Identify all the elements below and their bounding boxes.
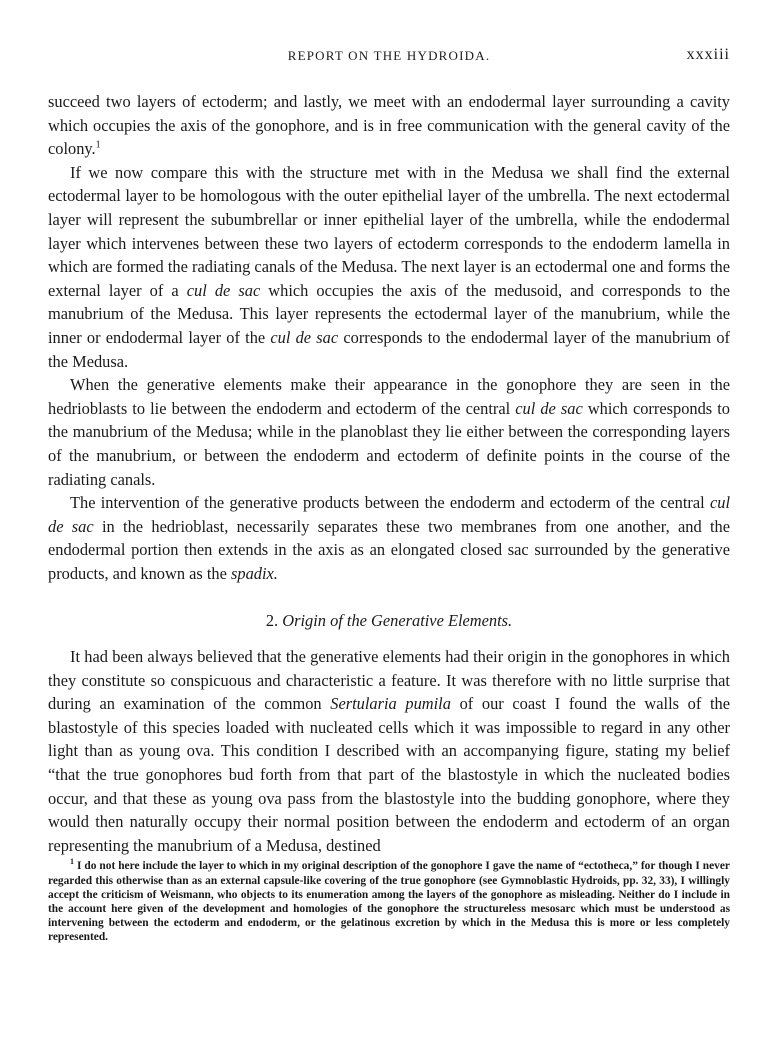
text-run: which occupies the axis of the medusoid, and corresponds to the manubrium of the Medusa. This layer represents the ectodermal layer of the manubrium, while the inner or endodermal layer of the (48, 280, 730, 347)
text-run: of our coast I found the walls of the blastostyle of this species loaded with nucleated cells which it was impossible to regard in any other light than as young ova. This condition I described with an accompanying figure, stating my belief “that the true gonophores bud forth from that part of the blastostyle in which the nucleated bodies occur, and that these as young ova pass from the blastostyle into the budding gonophore, where they would then naturally occupy their normal position between the endoderm and ectoderm of an organ representing the manubrium of a Medusa, destined (48, 694, 730, 855)
italic-text: Sertularia pumila (330, 694, 451, 714)
italic-text: spadix. (231, 563, 278, 583)
italic-text: cul de sac (48, 493, 730, 536)
document-page (48, 46, 730, 945)
footnote-number: 1 (70, 857, 74, 867)
text-run: When the generative elements make their appearance in the gonophore they are seen in the hedrioblasts to lie between the endoderm and ectoderm of the central (48, 375, 730, 418)
text-run: in the hedrioblast, necessarily separates these two membranes from one another, and the endodermal portion then extends in the axis as an elongated closed sac surrounded by the generative products, and known as the (48, 516, 730, 583)
paragraph (48, 90, 730, 161)
text-run: It had been always believed that the generative elements had their origin in the gonophores in which they constitute so conspicuous and characteristic a feature. It was therefore with no little surprise that during an examination of the common (48, 647, 730, 714)
running-title: REPORT ON THE HYDROIDA. (287, 48, 491, 63)
running-header (48, 46, 730, 68)
italic-text: cul de sac (515, 398, 583, 418)
footnote-text: I do not here include the layer to which in my original description of the gonophore I gave the name of “ectotheca,” for though I never regarded this otherwise than as an external capsule-like covering of the true gonophore (see Gymnoblastic Hydroids, pp. 32, 33), I willingly accept the criticism of Weismann, who objects to its enumeration among the layers of the gonophore as misleading. Neither do I include in the account here given of the development and homologies of the gonophore the structureless mesosarc which must be understood as intervening between the ectoderm and endoderm, or the gelatinous excretion by which in the Medusa this is more or less completely represented. (48, 860, 730, 944)
section-title: Origin of the Generative Elements. (282, 611, 513, 631)
paragraph (48, 491, 730, 585)
italic-text: cul de sac (270, 327, 339, 347)
paragraph (48, 161, 730, 373)
page-number: xxxiii (686, 46, 730, 63)
section-heading (48, 609, 730, 633)
footnote (48, 859, 730, 944)
section-number: 2. (265, 611, 279, 631)
paragraph (48, 373, 730, 491)
text-run: corresponds to the endodermal layer of the manubrium of the Medusa. (48, 327, 730, 371)
italic-text: cul de sac (186, 280, 261, 300)
text-run: succeed two layers of ectoderm; and lastly, we meet with an endodermal layer surrounding a cavity which occupies the axis of the gonophore, and is in free communication with the general cavity of the colony. (48, 92, 730, 159)
text-run: If we now compare this with the structure met with in the Medusa we shall find the external ectodermal layer to be homologous with the outer epithelial layer of the umbrella. The next ectodermal layer will represent the subumbrellar or inner epithelial layer of the umbrella, while the endodermal layer which intervenes between these two layers of ectoderm corresponds to the endoderm lamella in which are formed the radiating canals of the Medusa. The next layer is an ectodermal one and forms the external layer of a (48, 162, 730, 300)
text-run: which corresponds to the manubrium of the Medusa; while in the planoblast they lie either between the corresponding layers of the manubrium, or between the endoderm and ectoderm of definite points in the course of the radiating canals. (48, 398, 730, 489)
main-text (48, 90, 730, 857)
text-run: The intervention of the generative products between the endoderm and ectoderm of the central (70, 493, 710, 513)
paragraph (48, 645, 730, 857)
footnote-marker: 1 (95, 139, 101, 151)
